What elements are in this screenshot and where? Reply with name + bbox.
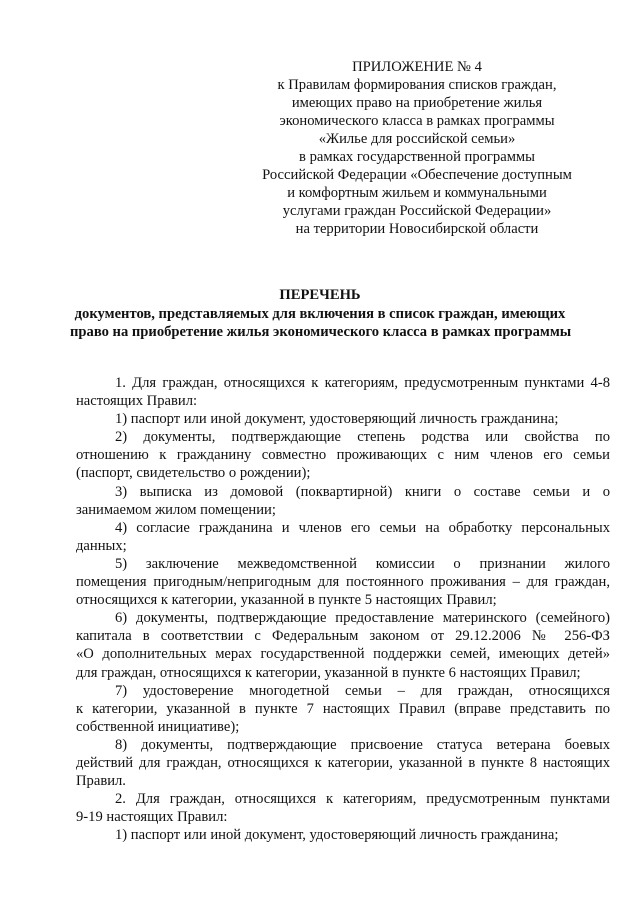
paragraph-line: 4) согласие гражданина и членов его семьи на обработку персональных [115, 519, 610, 536]
paragraph-line: для граждан, относящихся к категории, указанной в пункте 6 настоящих Правил; [76, 664, 581, 681]
paragraph [76, 682, 610, 736]
paragraph-line: 6) документы, подтверждающие предоставление материнского (семейного) [115, 610, 610, 627]
paragraph-line: 7) удостоверение многодетной семьи – для граждан, относящихся [115, 682, 610, 699]
paragraph-line: помещения пригодным/непригодным для постоянного проживания – для граждан, [76, 574, 610, 591]
paragraph-line: 1. Для граждан, относящихся к категориям, предусмотренным пунктами 4-8 [115, 375, 610, 391]
appendix-line: услугами граждан Российской Федерации» [282, 203, 552, 219]
paragraph [76, 374, 610, 410]
paragraph-line: 1) паспорт или иной документ, удостоверяющий личность гражданина; [115, 827, 559, 844]
paragraph [76, 555, 610, 609]
paragraph-line: Правил. [76, 773, 126, 790]
paragraph-line: к категории, указанной в пункте 7 настоящих Правил (вправе представить по [76, 700, 610, 717]
paragraph [76, 483, 610, 519]
paragraph-line: данных; [76, 537, 127, 554]
heading-title: ПЕРЕЧЕНЬ [279, 287, 361, 303]
paragraph [76, 736, 610, 790]
paragraph-line: действий для граждан, относящихся к категории, указанной в пункте 8 настоящих [76, 754, 610, 771]
appendix-line: экономического класса в рамках программы [279, 113, 555, 129]
appendix-line: к Правилам формирования списков граждан, [277, 77, 557, 93]
paragraph [76, 826, 610, 844]
paragraph-line: занимаемом жилом помещении; [76, 501, 276, 518]
paragraph-line: 3) выписка из домовой (поквартирной) книги о составе семьи и о [115, 483, 610, 500]
document-heading [70, 286, 570, 342]
heading-line: документов, представляемых для включения в список граждан, имеющих [74, 305, 566, 322]
paragraph-line: 2) документы, подтверждающие степень родства или свойства по [115, 429, 610, 446]
paragraph [76, 428, 610, 482]
paragraph [76, 609, 610, 681]
appendix-line: в рамках государственной программы [299, 149, 535, 165]
appendix-line: и комфортным жильем и коммунальными [287, 185, 547, 201]
appendix-line: ПРИЛОЖЕНИЕ № 4 [352, 59, 482, 75]
paragraph-line: (паспорт, свидетельство о рождении); [76, 465, 311, 482]
heading-line: право на приобретение жилья экономического класса в рамках программы [70, 324, 572, 341]
appendix-line: имеющих право на приобретение жилья [291, 95, 543, 111]
paragraph [76, 519, 610, 555]
paragraph-line: «О дополнительных мерах государственной поддержки семей, имеющих детей» [76, 646, 610, 663]
paragraph-line: 5) заключение межведомственной комиссии о признании жилого [115, 555, 610, 572]
paragraph-line: капитала в соответствии с Федеральным законом от 29.12.2006 № 256-ФЗ [76, 628, 610, 645]
paragraph-line: 1) паспорт или иной документ, удостоверяющий личность гражданина; [115, 411, 559, 428]
paragraph-line: настоящих Правил: [76, 393, 198, 410]
appendix-line: на территории Новосибирской области [295, 221, 539, 237]
appendix-line: Российской Федерации «Обеспечение доступным [262, 167, 572, 183]
appendix-header [262, 58, 572, 238]
paragraph-line: 2. Для граждан, относящихся к категориям, предусмотренным пунктами [115, 791, 610, 808]
paragraph [76, 410, 610, 428]
appendix-line: «Жилье для российской семьи» [318, 131, 516, 147]
paragraph-line: относящихся к категории, указанной в пункте 5 настоящих Правил; [76, 592, 497, 609]
paragraph-line: отношению к гражданину совместно проживающих с ним членов его семьи [76, 447, 610, 464]
paragraph [76, 790, 610, 826]
paragraph-line: 9-19 настоящих Правил: [76, 809, 228, 826]
document-body [76, 374, 610, 844]
paragraph-line: 8) документы, подтверждающие присвоение статуса ветерана боевых [115, 736, 610, 753]
paragraph-line: собственной инициативе); [76, 718, 240, 735]
